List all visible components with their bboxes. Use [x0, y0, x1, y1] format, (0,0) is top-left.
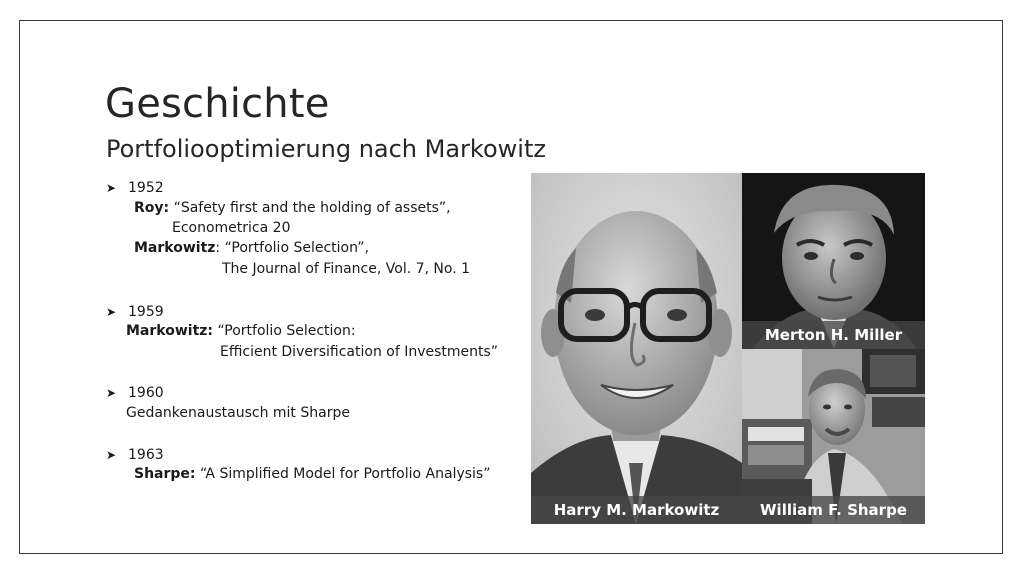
arrowhead-bullet-icon: ➤ — [106, 448, 117, 462]
entry-line-text: Gedankenaustausch mit Sharpe — [126, 405, 350, 421]
entry-line — [126, 321, 356, 341]
entry-line — [126, 403, 350, 423]
entry-line — [134, 464, 490, 484]
entry-line-text: “Safety first and the holding of assets”, — [169, 200, 451, 216]
arrowhead-bullet-icon: ➤ — [106, 181, 117, 195]
entry-year: 1952 — [128, 180, 164, 196]
arrowhead-bullet-icon: ➤ — [106, 305, 117, 319]
entry-year: 1959 — [128, 304, 164, 320]
caption-sharpe: William F. Sharpe — [742, 496, 925, 524]
entry-line-text: “Portfolio Selection: — [213, 323, 356, 339]
entry-line — [134, 238, 369, 258]
entry-line-text: Efficient Diversification of Investments” — [220, 344, 499, 360]
entry-line-text: “A Simplified Model for Portfolio Analysis” — [195, 466, 491, 482]
entry-line-text: Econometrica 20 — [172, 220, 291, 236]
caption-markowitz: Harry M. Markowitz — [531, 496, 742, 524]
entry-line-text: The Journal of Finance, Vol. 7, No. 1 — [222, 261, 471, 277]
entry-year: 1963 — [128, 447, 164, 463]
entry-line-author: Markowitz — [134, 240, 216, 256]
entry-line-author: Roy: — [134, 200, 170, 216]
caption-miller: Merton H. Miller — [742, 321, 925, 349]
entry-line — [134, 198, 451, 218]
entry-year: 1960 — [128, 385, 164, 401]
entry-line — [220, 342, 498, 362]
entry-line — [172, 218, 290, 238]
portrait-markowitz-image — [531, 173, 742, 524]
entry-line-author: Markowitz: — [126, 323, 214, 339]
arrowhead-bullet-icon: ➤ — [106, 386, 117, 400]
photo-sharpe — [742, 349, 925, 524]
photo-markowitz — [531, 173, 742, 524]
photo-miller — [742, 173, 925, 349]
slide-title: Geschichte — [105, 81, 330, 127]
entry-line-text: : “Portfolio Selection”, — [215, 240, 369, 256]
slide-subtitle: Portfoliooptimierung nach Markowitz — [106, 135, 546, 163]
entry-line — [222, 259, 470, 279]
entry-line-author: Sharpe: — [134, 466, 196, 482]
